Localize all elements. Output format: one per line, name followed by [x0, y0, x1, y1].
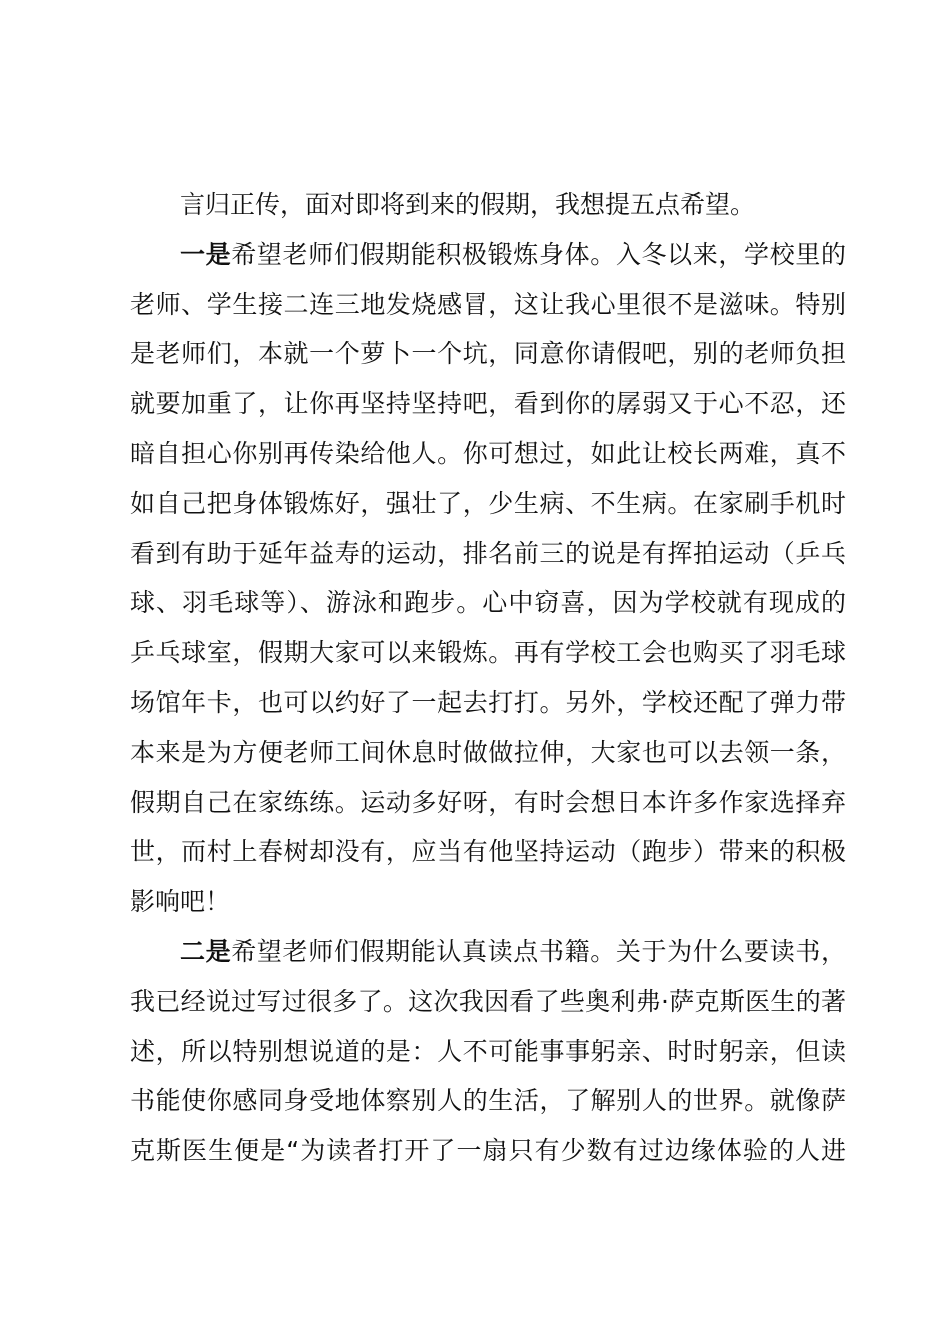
paragraph-two-line — [130, 1027, 846, 1077]
text-run: 假期自己在家练练。运动多好呀，有时会想日本许多作家选择弃 — [130, 787, 846, 817]
text-run: 本来是为方便老师工间休息时做做拉伸，大家也可以去领一条， — [130, 737, 846, 767]
text-run: 影响吧！ — [130, 887, 231, 917]
text-run: 克斯医生便是“为读者打开了一扇只有少数有过边缘体验的人进 — [130, 1136, 846, 1166]
paragraph-one-line — [130, 230, 846, 280]
text-run: 书能使你感同身受地体察别人的生活，了解别人的世界。就像萨 — [130, 1086, 846, 1116]
text-run: 述，所以特别想说道的是：人不可能事事躬亲、时时躬亲，但读 — [130, 1036, 846, 1066]
text-run: 希望老师们假期能积极锻炼身体。入冬以来，学校里的 — [231, 239, 846, 269]
paragraph-one-line — [130, 877, 846, 927]
paragraph-one-line — [130, 778, 846, 828]
paragraph-lead: 一是 — [180, 239, 232, 269]
text-run: 看到有助于延年益寿的运动，排名前三的说是有挥拍运动（乒乓 — [130, 538, 846, 568]
paragraph-two-line — [130, 1126, 846, 1176]
text-run: 老师、学生接二连三地发烧感冒，这让我心里很不是滋味。特别 — [130, 289, 846, 319]
text-run: 言归正传，面对即将到来的假期，我想提五点希望。 — [180, 190, 756, 219]
text-run: 是老师们，本就一个萝卜一个坑，同意你请假吧，别的老师负担 — [130, 339, 846, 369]
paragraph-one-line — [130, 379, 846, 429]
paragraph-one-line — [130, 678, 846, 728]
text-run: 我已经说过写过很多了。这次我因看了些奥利弗·萨克斯医生的著 — [130, 986, 846, 1016]
paragraph-one-line — [130, 628, 846, 678]
body-text — [130, 180, 846, 1176]
text-run: 如自己把身体锻炼好，强壮了，少生病、不生病。在家刷手机时 — [130, 488, 846, 518]
text-run: 乒乓球室，假期大家可以来锻炼。再有学校工会也购买了羽毛球 — [130, 638, 846, 668]
paragraph-lead: 二是 — [180, 936, 232, 966]
paragraph-one-line — [130, 827, 846, 877]
paragraph-two-line — [130, 1076, 846, 1126]
paragraph-intro-line — [130, 180, 846, 230]
paragraph-two-line — [130, 927, 846, 977]
text-run: 世，而村上春树却没有，应当有他坚持运动（跑步）带来的积极 — [130, 837, 846, 867]
paragraph-two-line — [130, 977, 846, 1027]
paragraph-one-line — [130, 529, 846, 579]
text-run: 就要加重了，让你再坚持坚持吧，看到你的孱弱又于心不忍，还 — [130, 389, 846, 419]
paragraph-one-line — [130, 578, 846, 628]
paragraph-one-line — [130, 728, 846, 778]
paragraph-one-line — [130, 429, 846, 479]
paragraph-one-line — [130, 479, 846, 529]
text-run: 暗自担心你别再传染给他人。你可想过，如此让校长两难，真不 — [130, 438, 846, 468]
text-run: 球、羽毛球等）、游泳和跑步。心中窃喜，因为学校就有现成的 — [130, 588, 846, 618]
text-run: 场馆年卡，也可以约好了一起去打打。另外，学校还配了弹力带 — [130, 687, 846, 717]
text-run: 希望老师们假期能认真读点书籍。关于为什么要读书， — [231, 936, 846, 966]
paragraph-one-line — [130, 280, 846, 330]
paragraph-one-line — [130, 329, 846, 379]
